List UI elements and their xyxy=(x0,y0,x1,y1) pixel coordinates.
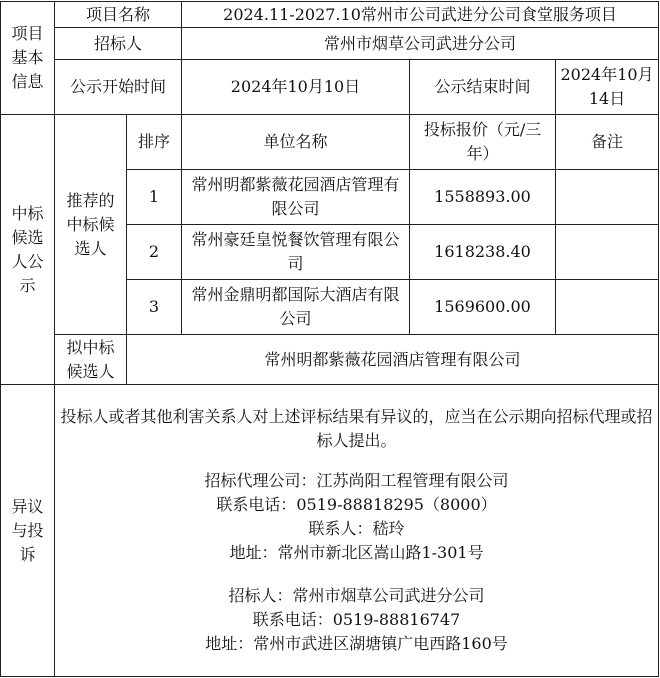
objection-content xyxy=(55,385,659,677)
publicity-end-label: 公示结束时间 xyxy=(410,60,556,115)
tenderer-row xyxy=(1,28,659,60)
publicity-period-row xyxy=(1,60,659,115)
col-name-header: 单位名称 xyxy=(182,115,410,170)
publicity-end-date: 2024年10月14日 xyxy=(556,60,659,115)
publicity-start-date: 2024年10月10日 xyxy=(182,60,410,115)
col-price-header: 投标报价（元/三年） xyxy=(410,115,556,170)
agency-company: 招标代理公司：江苏尚阳工程管理有限公司 xyxy=(204,471,509,490)
candidate-price: 1569600.00 xyxy=(410,280,556,335)
objection-section-label: 异议与投诉 xyxy=(1,385,55,677)
col-remark-header: 备注 xyxy=(556,115,659,170)
candidate-rank: 1 xyxy=(127,170,182,225)
objection-row xyxy=(1,385,659,677)
proposed-winner-value: 常州明都紫薇花园酒店管理有限公司 xyxy=(127,335,659,385)
tenderer-address: 地址：常州市武进区湖塘镇广电西路160号 xyxy=(205,634,508,653)
candidate-remark xyxy=(556,170,659,225)
agency-contact-block xyxy=(59,469,654,565)
agency-address: 地址：常州市新北区嵩山路1-301号 xyxy=(229,543,484,562)
col-rank-header: 排序 xyxy=(127,115,182,170)
tenderer-value: 常州市烟草公司武进分公司 xyxy=(182,28,659,60)
candidate-rank: 2 xyxy=(127,225,182,280)
project-name-row xyxy=(1,2,659,28)
candidate-name: 常州明都紫薇花园酒店管理有限公司 xyxy=(182,170,410,225)
candidate-price: 1618238.40 xyxy=(410,225,556,280)
tenderer-company: 招标人：常州市烟草公司武进分公司 xyxy=(228,586,485,605)
proposed-winner-row xyxy=(1,335,659,385)
candidate-name: 常州豪廷皇悦餐饮管理有限公司 xyxy=(182,225,410,280)
tenderer-label: 招标人 xyxy=(55,28,182,60)
proposed-winner-label: 拟中标候选人 xyxy=(55,335,127,385)
tenderer-contact-block xyxy=(59,584,654,656)
agency-contact-person: 联系人：嵇玲 xyxy=(308,519,405,538)
recommended-candidates-label: 推荐的中标候选人 xyxy=(55,115,127,335)
candidates-section-label: 中标候选人公示 xyxy=(1,115,55,385)
candidate-name: 常州金鼎明都国际大酒店有限公司 xyxy=(182,280,410,335)
bid-result-notice-table xyxy=(0,1,659,677)
candidate-remark xyxy=(556,280,659,335)
basic-info-section-label: 项目基本信息 xyxy=(1,2,55,115)
tenderer-phone: 联系电话：0519-88816747 xyxy=(252,610,461,629)
candidate-rank: 3 xyxy=(127,280,182,335)
project-name-label: 项目名称 xyxy=(55,2,182,28)
project-name-value: 2024.11-2027.10常州市公司武进分公司食堂服务项目 xyxy=(182,2,659,28)
publicity-start-label: 公示开始时间 xyxy=(55,60,182,115)
candidate-price: 1558893.00 xyxy=(410,170,556,225)
objection-statement: 投标人或者其他利害关系人对上述评标结果有异议的，应当在公示期向招标代理或招标人提出。 xyxy=(60,407,653,450)
candidates-header-row xyxy=(1,115,659,170)
agency-phone: 联系电话：0519-88818295（8000） xyxy=(216,495,497,514)
candidate-remark xyxy=(556,225,659,280)
